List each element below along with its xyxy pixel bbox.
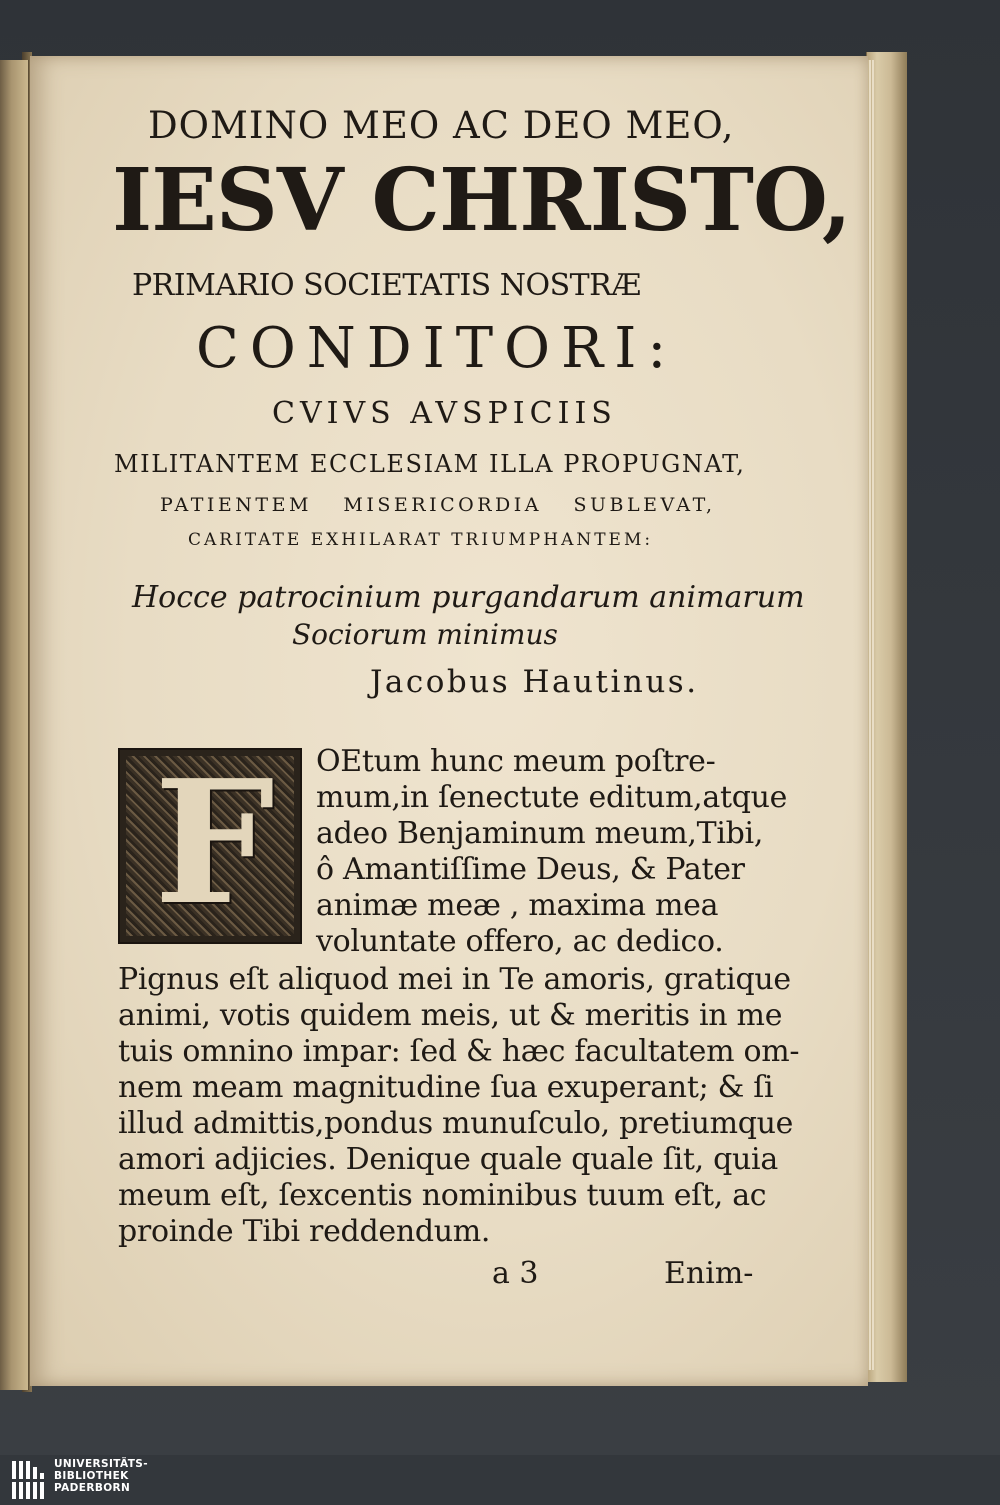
library-logo-text (54, 1458, 148, 1494)
heading-line-3: PRIMARIO SOCIETATIS NOSTRÆ (132, 268, 641, 303)
heading-line-6: MILITANTEM ECCLESIAM ILLA PROPUGNAT, (114, 450, 746, 478)
library-footer (0, 1455, 1000, 1505)
dedication-line-2: Sociorum minimus (292, 618, 558, 651)
heading-line-4: CONDITORI: (196, 316, 678, 381)
heading-line-1: DOMINO MEO AC DEO MEO, (148, 104, 735, 147)
initial-letter: F (154, 743, 275, 943)
body-line: proinde Tibi reddendum. (118, 1214, 491, 1249)
heading-line-2: IESV CHRISTO, (112, 150, 851, 251)
logo-line-2: BIBLIOTHEK (54, 1470, 129, 1482)
body-line: amori adjicies. Denique quale quale ſit, quia (118, 1142, 778, 1177)
dedication-line-1: Hocce patrocinium purgandarum animarum (132, 580, 805, 615)
body-line: adeo Benjaminum meum,Tibi, (316, 816, 764, 851)
heading-line-7: PATIENTEM MISERICORDIA SUBLEVAT, (160, 494, 716, 516)
logo-line-3: PADERBORN (54, 1482, 131, 1494)
decorated-initial (118, 743, 302, 944)
body-line: Pignus eſt aliquod mei in Te amoris, gratique (118, 962, 791, 997)
body-line: ô Amantiſſime Deus, & Pater (316, 852, 745, 887)
body-line: nem meam magnitudine ſua exuperant; & ſi (118, 1070, 774, 1105)
body-line: voluntate offero, ac dedico. (316, 924, 724, 959)
heading-line-8: CARITATE EXHILARAT TRIUMPHANTEM: (188, 530, 654, 550)
library-logo-icon (10, 1459, 46, 1501)
body-line: meum eſt, ſexcentis nominibus tuum eſt, ac (118, 1178, 767, 1213)
logo-line-1: UNIVERSITÄTS- (54, 1458, 149, 1470)
body-line: mum,in ſenectute editum,atque (316, 780, 788, 815)
body-line: animi, votis quidem meis, ut & meritis in me (118, 998, 783, 1033)
dedication-signature: Jacobus Hautinus. (370, 664, 699, 700)
catchword: Enim- (664, 1256, 754, 1291)
body-line: animæ meæ , maxima mea (316, 888, 719, 923)
left-page-edge (0, 60, 29, 1390)
body-line: OEtum hunc meum poſtre- (316, 744, 716, 779)
heading-line-5: CVIVS AVSPICIIS (272, 396, 617, 431)
body-line: tuis omnino impar: ſed & hæc facultatem om- (118, 1034, 800, 1069)
body-line: illud admittis,pondus munuſculo, pretiumque (118, 1106, 794, 1141)
signature-mark: a 3 (492, 1256, 539, 1291)
